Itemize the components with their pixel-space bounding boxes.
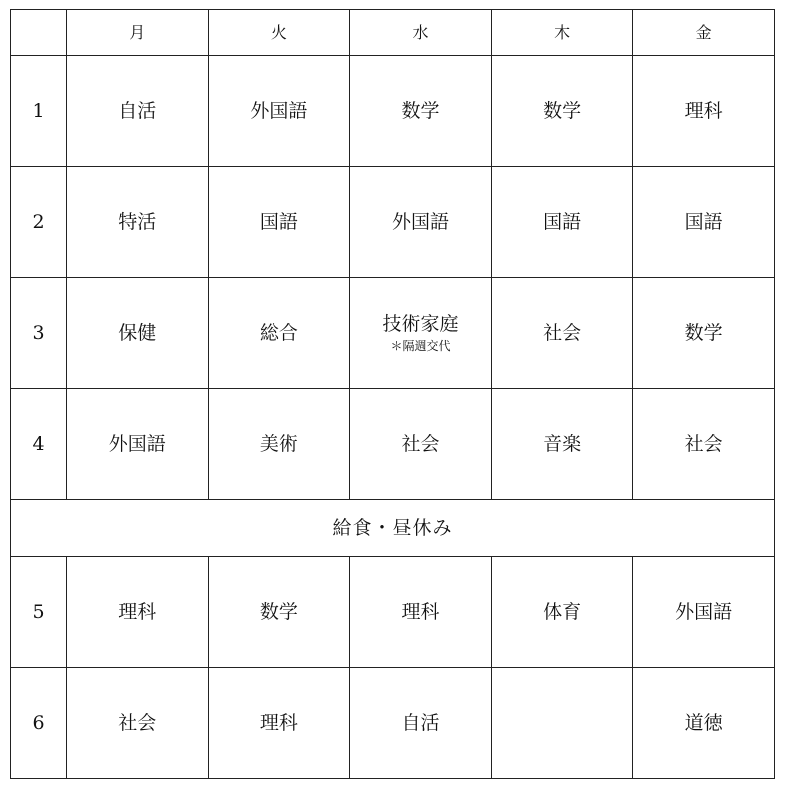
subject-cell: 外国語 bbox=[67, 389, 209, 500]
subject-cell: 社会 bbox=[491, 278, 633, 389]
period-row bbox=[11, 56, 775, 167]
subject-cell: 国語 bbox=[208, 167, 350, 278]
subject-cell: 理科 bbox=[208, 668, 350, 779]
period-number: 2 bbox=[11, 167, 67, 278]
header-row bbox=[11, 10, 775, 56]
subject-cell: 体育 bbox=[491, 557, 633, 668]
subject-cell-with-note bbox=[350, 278, 492, 389]
subject-cell: 音楽 bbox=[491, 389, 633, 500]
subject-cell: 美術 bbox=[208, 389, 350, 500]
day-header: 木 bbox=[491, 10, 633, 56]
subject-cell: 自活 bbox=[67, 56, 209, 167]
subject-cell: 国語 bbox=[491, 167, 633, 278]
subject-cell: 社会 bbox=[67, 668, 209, 779]
subject-cell: 外国語 bbox=[350, 167, 492, 278]
subject-cell: 数学 bbox=[491, 56, 633, 167]
subject-cell: 理科 bbox=[67, 557, 209, 668]
period-number: 6 bbox=[11, 668, 67, 779]
period-row bbox=[11, 278, 775, 389]
corner-cell bbox=[11, 10, 67, 56]
subject-cell: 外国語 bbox=[208, 56, 350, 167]
subject-cell: 数学 bbox=[350, 56, 492, 167]
timetable bbox=[10, 9, 775, 779]
period-row bbox=[11, 167, 775, 278]
subject-cell: 自活 bbox=[350, 668, 492, 779]
subject-cell: 総合 bbox=[208, 278, 350, 389]
lunch-break-label: 給食・昼休み bbox=[11, 500, 775, 557]
subject-cell: 社会 bbox=[633, 389, 775, 500]
subject-cell: 数学 bbox=[208, 557, 350, 668]
period-number: 1 bbox=[11, 56, 67, 167]
period-number: 3 bbox=[11, 278, 67, 389]
subject-cell: 道徳 bbox=[633, 668, 775, 779]
period-row bbox=[11, 557, 775, 668]
day-header: 金 bbox=[633, 10, 775, 56]
subject-cell: 理科 bbox=[633, 56, 775, 167]
subject-label: 技術家庭 bbox=[382, 312, 459, 335]
period-row bbox=[11, 668, 775, 779]
day-header: 火 bbox=[208, 10, 350, 56]
subject-cell: 理科 bbox=[350, 557, 492, 668]
period-row bbox=[11, 389, 775, 500]
subject-cell bbox=[491, 668, 633, 779]
day-header: 月 bbox=[67, 10, 209, 56]
subject-cell: 特活 bbox=[67, 167, 209, 278]
subject-cell: 社会 bbox=[350, 389, 492, 500]
subject-cell: 外国語 bbox=[633, 557, 775, 668]
biweekly-note: ＊隔週交代 bbox=[390, 338, 451, 353]
subject-cell: 数学 bbox=[633, 278, 775, 389]
period-number: 5 bbox=[11, 557, 67, 668]
day-header: 水 bbox=[350, 10, 492, 56]
lunch-break-row bbox=[11, 500, 775, 557]
subject-cell: 保健 bbox=[67, 278, 209, 389]
period-number: 4 bbox=[11, 389, 67, 500]
subject-cell: 国語 bbox=[633, 167, 775, 278]
